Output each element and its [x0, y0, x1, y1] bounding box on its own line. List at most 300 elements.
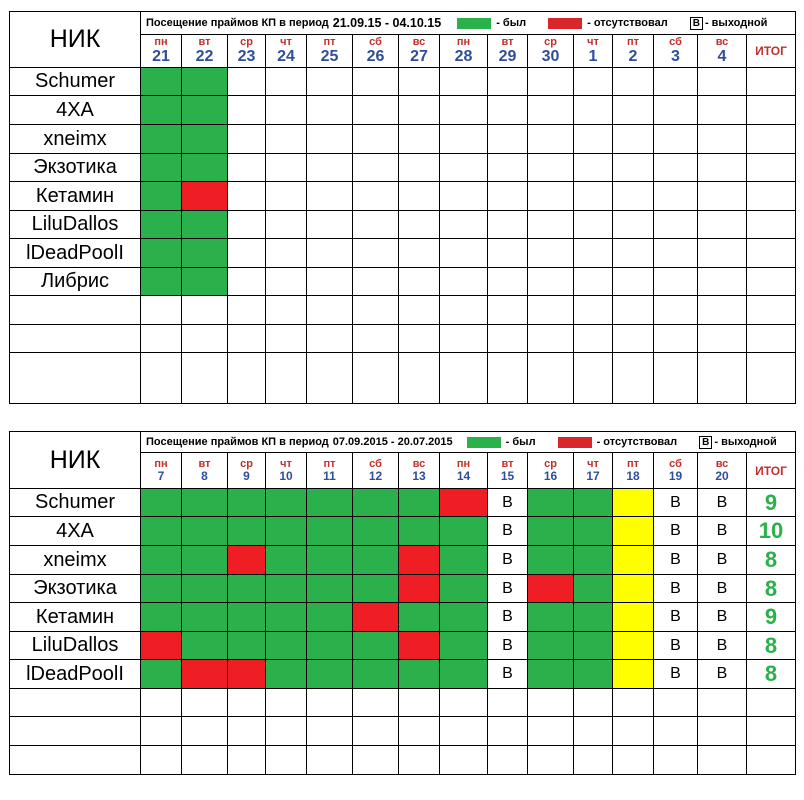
empty-cell — [353, 353, 399, 404]
day-date: 4 — [717, 48, 727, 66]
present-cell — [182, 125, 228, 154]
absent-cell — [399, 632, 440, 660]
legend-dayoff-mark: В — [690, 17, 703, 30]
absent-cell — [399, 546, 440, 575]
empty-cell — [307, 353, 353, 404]
dayoff-cell: В — [698, 603, 747, 632]
absent-cell — [399, 575, 440, 603]
present-cell — [182, 546, 228, 575]
empty-cell — [440, 296, 488, 325]
dayoff-cell: В — [698, 546, 747, 575]
player-name: Кетамин — [10, 182, 141, 211]
empty-cell — [353, 125, 399, 154]
empty-cell — [228, 353, 266, 404]
legend-absent-label: - отсутствовал — [587, 17, 668, 29]
empty-cell — [528, 268, 574, 296]
day-header — [307, 35, 353, 68]
empty-cell — [399, 68, 440, 96]
empty-cell — [182, 689, 228, 717]
empty-cell — [307, 717, 353, 746]
empty-cell — [613, 239, 654, 268]
day-date: 25 — [320, 48, 339, 66]
present-cell — [307, 517, 353, 546]
empty-cell — [488, 211, 528, 239]
empty-cell — [141, 689, 182, 717]
day-date: 12 — [368, 468, 383, 483]
empty-cell — [698, 268, 747, 296]
player-name: 4XA — [10, 96, 141, 125]
empty-cell — [440, 325, 488, 353]
empty-cell — [654, 239, 698, 268]
empty-cell — [266, 689, 307, 717]
present-cell — [574, 603, 613, 632]
absent-cell — [528, 575, 574, 603]
day-date: 29 — [498, 48, 517, 66]
empty-cell — [574, 125, 613, 154]
dayoff-cell: В — [488, 660, 528, 689]
empty-cell — [574, 689, 613, 717]
day-name: сб — [369, 457, 382, 470]
day-date: 22 — [195, 48, 214, 66]
player-name — [10, 689, 141, 717]
highlight-cell — [613, 660, 654, 689]
empty-cell — [440, 96, 488, 125]
highlight-cell — [613, 517, 654, 546]
highlight-cell — [613, 575, 654, 603]
present-cell — [440, 517, 488, 546]
day-header — [399, 35, 440, 68]
empty-cell — [488, 125, 528, 154]
empty-cell — [353, 211, 399, 239]
present-cell — [528, 632, 574, 660]
day-name: пт — [323, 457, 336, 470]
present-cell — [307, 546, 353, 575]
empty-cell — [528, 296, 574, 325]
present-cell — [353, 660, 399, 689]
present-cell — [228, 575, 266, 603]
dayoff-cell: В — [488, 546, 528, 575]
empty-cell — [307, 96, 353, 125]
empty-cell — [528, 211, 574, 239]
empty-cell — [228, 746, 266, 775]
empty-cell — [399, 717, 440, 746]
dayoff-cell: В — [654, 660, 698, 689]
day-name: вт — [501, 36, 514, 49]
empty-cell — [353, 268, 399, 296]
empty-cell — [440, 717, 488, 746]
day-name: ср — [544, 36, 557, 49]
day-date: 28 — [454, 48, 473, 66]
nick-header: НИК — [10, 432, 141, 489]
empty-cell — [353, 239, 399, 268]
empty-cell — [654, 96, 698, 125]
day-date: 2 — [628, 48, 638, 66]
present-cell — [440, 632, 488, 660]
empty-cell — [440, 268, 488, 296]
player-name: Либрис — [10, 268, 141, 296]
empty-cell — [613, 125, 654, 154]
empty-cell — [528, 182, 574, 211]
row-total — [747, 182, 796, 211]
empty-cell — [613, 68, 654, 96]
present-cell — [141, 517, 182, 546]
empty-cell — [182, 325, 228, 353]
row-total: 8 — [747, 660, 796, 689]
present-cell — [307, 489, 353, 517]
present-cell — [528, 546, 574, 575]
present-cell — [141, 154, 182, 182]
empty-cell — [399, 353, 440, 404]
empty-cell — [307, 182, 353, 211]
empty-cell — [698, 154, 747, 182]
present-cell — [182, 632, 228, 660]
row-total — [747, 325, 796, 353]
absent-cell — [440, 489, 488, 517]
empty-cell — [228, 96, 266, 125]
present-cell — [182, 517, 228, 546]
empty-cell — [613, 154, 654, 182]
empty-cell — [488, 353, 528, 404]
empty-cell — [654, 746, 698, 775]
row-total — [747, 68, 796, 96]
row-total — [747, 268, 796, 296]
empty-cell — [399, 154, 440, 182]
row-total: 8 — [747, 546, 796, 575]
day-date: 17 — [586, 468, 600, 483]
present-cell — [574, 489, 613, 517]
empty-cell — [353, 182, 399, 211]
day-name: сб — [669, 457, 682, 470]
dayoff-cell: В — [654, 575, 698, 603]
day-date: 9 — [243, 468, 250, 483]
row-total: 9 — [747, 489, 796, 517]
day-header — [488, 453, 528, 489]
empty-cell — [654, 154, 698, 182]
present-cell — [440, 575, 488, 603]
player-name: xneimx — [10, 125, 141, 154]
present-cell — [141, 603, 182, 632]
present-cell — [528, 660, 574, 689]
dayoff-cell: В — [654, 489, 698, 517]
empty-cell — [574, 96, 613, 125]
empty-cell — [307, 239, 353, 268]
empty-cell — [488, 268, 528, 296]
present-cell — [440, 660, 488, 689]
present-cell — [141, 489, 182, 517]
row-total — [747, 96, 796, 125]
empty-cell — [440, 746, 488, 775]
day-header — [266, 35, 307, 68]
row-total — [747, 239, 796, 268]
empty-cell — [266, 211, 307, 239]
empty-cell — [353, 154, 399, 182]
empty-cell — [488, 717, 528, 746]
row-total — [747, 746, 796, 775]
present-cell — [141, 546, 182, 575]
empty-cell — [488, 182, 528, 211]
empty-cell — [698, 296, 747, 325]
empty-cell — [440, 239, 488, 268]
day-name: чт — [280, 36, 292, 49]
day-name: вс — [715, 457, 729, 470]
dayoff-cell: В — [654, 517, 698, 546]
row-total: 10 — [747, 517, 796, 546]
present-cell — [141, 660, 182, 689]
present-cell — [353, 546, 399, 575]
dayoff-cell: В — [488, 575, 528, 603]
row-total — [747, 154, 796, 182]
present-cell — [141, 211, 182, 239]
present-cell — [266, 660, 307, 689]
dayoff-cell: В — [698, 575, 747, 603]
legend-absent-label: - отсутствовал — [596, 436, 678, 448]
dayoff-cell: В — [698, 489, 747, 517]
attendance-table-2 — [9, 431, 796, 775]
empty-cell — [266, 96, 307, 125]
present-cell — [266, 575, 307, 603]
present-cell — [182, 96, 228, 125]
present-cell — [182, 575, 228, 603]
empty-cell — [528, 68, 574, 96]
empty-cell — [228, 68, 266, 96]
empty-cell — [307, 746, 353, 775]
day-date: 27 — [410, 48, 428, 66]
day-header — [613, 35, 654, 68]
present-cell — [528, 603, 574, 632]
empty-cell — [353, 325, 399, 353]
player-name: Экзотика — [10, 575, 141, 603]
day-date: 19 — [668, 468, 683, 483]
empty-cell — [698, 325, 747, 353]
day-header — [228, 453, 266, 489]
empty-cell — [654, 689, 698, 717]
day-date: 1 — [588, 48, 598, 66]
empty-cell — [488, 746, 528, 775]
present-cell — [353, 517, 399, 546]
day-name: пн — [456, 457, 471, 470]
day-date: 20 — [715, 468, 729, 483]
day-header — [440, 453, 488, 489]
day-header — [440, 35, 488, 68]
empty-cell — [698, 211, 747, 239]
present-cell — [182, 603, 228, 632]
empty-cell — [228, 717, 266, 746]
day-name: чт — [587, 36, 599, 49]
highlight-cell — [613, 489, 654, 517]
highlight-cell — [613, 632, 654, 660]
day-name: вс — [715, 36, 729, 49]
present-cell — [141, 575, 182, 603]
row-total: 8 — [747, 575, 796, 603]
empty-cell — [440, 154, 488, 182]
day-name: ср — [240, 36, 253, 49]
present-cell — [228, 517, 266, 546]
day-date: 15 — [500, 468, 515, 483]
empty-cell — [574, 211, 613, 239]
present-cell — [574, 546, 613, 575]
legend-absent-swatch — [558, 437, 592, 448]
present-cell — [182, 268, 228, 296]
present-cell — [440, 546, 488, 575]
empty-cell — [528, 154, 574, 182]
absent-cell — [141, 632, 182, 660]
day-date: 24 — [277, 48, 295, 66]
day-name: сб — [669, 36, 682, 49]
present-cell — [266, 603, 307, 632]
empty-cell — [228, 325, 266, 353]
empty-cell — [228, 689, 266, 717]
itog-header: ИТОГ — [747, 453, 796, 489]
empty-cell — [440, 182, 488, 211]
empty-cell — [307, 68, 353, 96]
empty-cell — [182, 746, 228, 775]
empty-cell — [613, 689, 654, 717]
empty-cell — [528, 125, 574, 154]
empty-cell — [266, 296, 307, 325]
present-cell — [307, 660, 353, 689]
day-date: 30 — [541, 48, 560, 66]
day-header — [399, 453, 440, 489]
day-header — [141, 453, 182, 489]
present-cell — [266, 517, 307, 546]
empty-cell — [528, 746, 574, 775]
empty-cell — [307, 268, 353, 296]
dayoff-cell: В — [488, 489, 528, 517]
day-header — [353, 453, 399, 489]
empty-cell — [399, 96, 440, 125]
legend-dayoff-label: - выходной — [704, 17, 768, 29]
empty-cell — [399, 689, 440, 717]
empty-cell — [182, 296, 228, 325]
present-cell — [528, 489, 574, 517]
empty-cell — [613, 353, 654, 404]
empty-cell — [488, 325, 528, 353]
day-header — [182, 35, 228, 68]
dayoff-cell: В — [488, 517, 528, 546]
present-cell — [307, 603, 353, 632]
empty-cell — [698, 182, 747, 211]
present-cell — [353, 575, 399, 603]
empty-cell — [654, 325, 698, 353]
present-cell — [528, 517, 574, 546]
player-name: LiluDallos — [10, 211, 141, 239]
present-cell — [141, 96, 182, 125]
empty-cell — [613, 268, 654, 296]
empty-cell — [266, 125, 307, 154]
player-name — [10, 746, 141, 775]
day-date: 23 — [237, 48, 256, 66]
empty-cell — [228, 296, 266, 325]
empty-cell — [182, 717, 228, 746]
empty-cell — [654, 182, 698, 211]
day-name: вт — [198, 457, 211, 470]
row-total — [747, 211, 796, 239]
legend-present-swatch — [457, 18, 491, 29]
empty-cell — [399, 296, 440, 325]
empty-cell — [353, 746, 399, 775]
present-cell — [307, 632, 353, 660]
row-total — [747, 353, 796, 404]
present-cell — [574, 517, 613, 546]
empty-cell — [698, 689, 747, 717]
empty-cell — [698, 125, 747, 154]
table-period: 07.09.2015 - 20.07.2015 — [332, 436, 453, 448]
dayoff-cell: В — [698, 517, 747, 546]
present-cell — [266, 632, 307, 660]
day-header — [528, 453, 574, 489]
day-name: пн — [456, 36, 471, 49]
legend-absent-swatch — [548, 18, 582, 29]
day-header — [266, 453, 307, 489]
empty-cell — [698, 96, 747, 125]
empty-cell — [266, 182, 307, 211]
empty-cell — [266, 746, 307, 775]
day-header — [698, 453, 747, 489]
day-date: 7 — [157, 468, 165, 483]
empty-cell — [228, 239, 266, 268]
present-cell — [182, 211, 228, 239]
empty-cell — [574, 239, 613, 268]
present-cell — [266, 546, 307, 575]
day-date: 14 — [456, 468, 471, 483]
player-name: lDeadPoolI — [10, 660, 141, 689]
legend-present-swatch — [467, 437, 501, 448]
day-header — [528, 35, 574, 68]
empty-cell — [353, 68, 399, 96]
empty-cell — [440, 211, 488, 239]
dayoff-cell: В — [698, 632, 747, 660]
absent-cell — [182, 182, 228, 211]
row-total: 8 — [747, 632, 796, 660]
legend-present-label: - был — [505, 436, 536, 448]
day-header — [574, 453, 613, 489]
dayoff-cell: В — [654, 632, 698, 660]
empty-cell — [266, 154, 307, 182]
empty-cell — [399, 746, 440, 775]
empty-cell — [182, 353, 228, 404]
day-header — [488, 35, 528, 68]
empty-cell — [440, 353, 488, 404]
present-cell — [440, 603, 488, 632]
present-cell — [353, 489, 399, 517]
empty-cell — [307, 325, 353, 353]
empty-cell — [228, 154, 266, 182]
table-title-bar — [141, 432, 796, 453]
day-name: ср — [240, 457, 253, 470]
empty-cell — [440, 689, 488, 717]
empty-cell — [488, 689, 528, 717]
present-cell — [574, 660, 613, 689]
empty-cell — [488, 239, 528, 268]
empty-cell — [698, 717, 747, 746]
empty-cell — [654, 717, 698, 746]
day-header — [613, 453, 654, 489]
present-cell — [574, 632, 613, 660]
player-name: 4XA — [10, 517, 141, 546]
empty-cell — [613, 182, 654, 211]
empty-cell — [440, 68, 488, 96]
row-total — [747, 689, 796, 717]
day-header — [574, 35, 613, 68]
present-cell — [182, 68, 228, 96]
day-date: 16 — [543, 468, 558, 483]
table-title: Посещение праймов КП в период — [146, 436, 329, 448]
empty-cell — [528, 689, 574, 717]
player-name: Экзотика — [10, 154, 141, 182]
empty-cell — [698, 746, 747, 775]
empty-cell — [574, 296, 613, 325]
empty-cell — [613, 746, 654, 775]
